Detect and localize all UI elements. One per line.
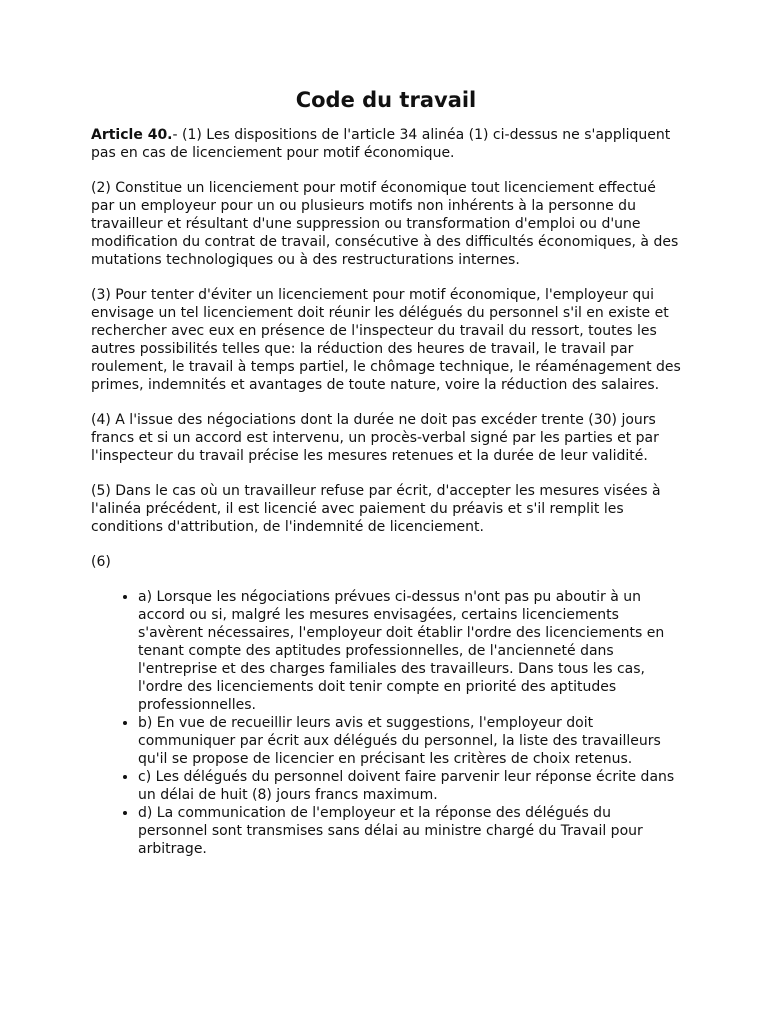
sub-clause-list <box>91 588 681 858</box>
paragraph-4: (4) A l'issue des négociations dont la durée ne doit pas excéder trente (30) jours francs et si un accord est intervenu, un procès-verbal signé par les parties et par l'inspecteur du travail précise les mesures retenues et la durée de leur validité. <box>91 412 659 464</box>
document-page <box>91 86 681 858</box>
paragraph-5: (5) Dans le cas où un travailleur refuse par écrit, d'accepter les mesures visées à l'alinéa précédent, il est licencié avec paiement du préavis et s'il remplit les conditions d'attribution, de l'indemnité de licenciement. <box>91 483 661 535</box>
paragraph-3: (3) Pour tenter d'éviter un licenciement pour motif économique, l'employeur qui envisage un tel licenciement doit réunir les délégués du personnel s'il en existe et rechercher avec eux en présence de l'inspecteur du travail du ressort, toutes les autres possibilités telles que: la réduction des heures de travail, le travail par roulement, le travail à temps partiel, le chômage technique, le réaménagement des primes, indemnités et avantages de toute nature, voire la réduction des salaires. <box>91 287 681 393</box>
paragraph-2: (2) Constitue un licenciement pour motif économique tout licenciement effectué par un employeur pour un ou plusieurs motifs non inhérents à la personne du travailleur et résultant d'une suppression ou transformation d'emploi ou d'une modification du contrat de travail, consécutive à des difficultés économiques, à des mutations technologiques ou à des restructurations internes. <box>91 180 679 268</box>
list-item-d: • d) La communication de l'employeur et la réponse des délégués du personnel sont transmises sans délai au ministre chargé du Travail pour arbitrage. <box>138 804 681 858</box>
article-paragraph-1 <box>91 126 681 162</box>
article-label: Article 40. <box>91 127 173 143</box>
list-item-a: • a) Lorsque les négociations prévues ci-dessus n'ont pas pu aboutir à un accord ou si, malgré les mesures envisagées, certains licenciements s'avèrent nécessaires, l'employeur doit établir l'ordre des licenciements en tenant compte des aptitudes professionnelles, de l'ancienneté dans l'entreprise et des charges familiales des travailleurs. Dans tous les cas, l'ordre des licenciements doit tenir compte en priorité des aptitudes professionnelles. <box>138 588 681 714</box>
list-item-c: • c) Les délégués du personnel doivent faire parvenir leur réponse écrite dans un délai de huit (8) jours francs maximum. <box>138 768 681 804</box>
article-intro-text: - (1) Les dispositions de l'article 34 alinéa (1) ci-dessus ne s'appliquent pas en cas de licenciement pour motif économique. <box>91 127 671 161</box>
paragraph-6-heading: (6) <box>91 554 111 570</box>
document-title: Code du travail <box>295 88 477 112</box>
list-item-b: • b) En vue de recueillir leurs avis et suggestions, l'employeur doit communiquer par écrit aux délégués du personnel, la liste des travailleurs qu'il se propose de licencier en précisant les critères de choix retenus. <box>138 714 681 768</box>
